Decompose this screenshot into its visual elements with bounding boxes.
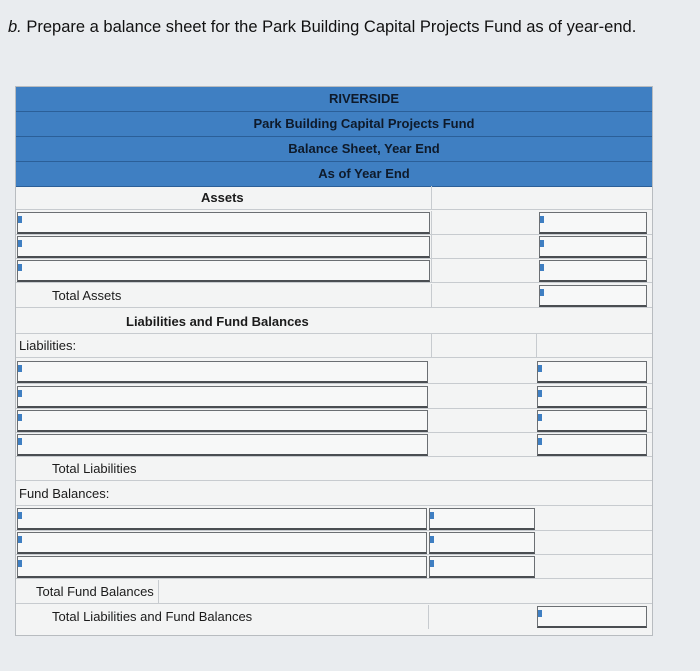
fund-balance-account-input-1[interactable]	[17, 508, 427, 530]
total-fund-balances-label: Total Fund Balances	[36, 584, 154, 599]
liability-row-1	[16, 360, 652, 384]
question-text: Prepare a balance sheet for the Park Building Capital Projects Fund as of year-end.	[26, 18, 637, 36]
fund-balance-amount-input-3[interactable]	[429, 556, 535, 578]
total-liab-fb-input[interactable]	[537, 606, 647, 628]
liability-row-4	[16, 433, 652, 457]
header-entity: RIVERSIDE	[16, 87, 652, 112]
liability-row-2	[16, 385, 652, 409]
asset-amount-input-1[interactable]	[539, 212, 647, 234]
liability-amount-input-2[interactable]	[537, 386, 647, 408]
liabilities-label-row	[16, 334, 652, 358]
total-liabilities-row	[16, 457, 652, 481]
total-assets-label: Total Assets	[52, 288, 122, 303]
liability-account-input-2[interactable]	[17, 386, 428, 408]
fund-balance-row-1	[16, 507, 652, 531]
liability-account-input-1[interactable]	[17, 361, 428, 383]
liability-amount-input-4[interactable]	[537, 434, 647, 456]
fund-balances-label-row	[16, 482, 652, 506]
asset-row-2	[16, 235, 652, 259]
liability-row-3	[16, 409, 652, 433]
question-label: b.	[8, 18, 22, 36]
asset-account-input-1[interactable]	[17, 212, 430, 234]
fund-balance-row-2	[16, 531, 652, 555]
question-prompt	[8, 18, 698, 37]
asset-amount-input-2[interactable]	[539, 236, 647, 258]
assets-heading: Assets	[201, 190, 244, 205]
asset-amount-input-3[interactable]	[539, 260, 647, 282]
asset-row-1	[16, 211, 652, 235]
total-liab-fb-label: Total Liabilities and Fund Balances	[52, 609, 253, 624]
asset-row-3	[16, 259, 652, 283]
liability-amount-input-1[interactable]	[537, 361, 647, 383]
fund-balance-row-3	[16, 555, 652, 579]
asset-account-input-3[interactable]	[17, 260, 430, 282]
fund-balance-amount-input-1[interactable]	[429, 508, 535, 530]
liab-fb-heading-row	[16, 310, 652, 334]
liability-account-input-4[interactable]	[17, 434, 428, 456]
total-fund-balances-row	[16, 580, 652, 604]
total-assets-row	[16, 284, 652, 308]
total-assets-input[interactable]	[539, 285, 647, 307]
total-liab-fb-row	[16, 605, 652, 629]
liability-amount-input-3[interactable]	[537, 410, 647, 432]
fund-balance-account-input-3[interactable]	[17, 556, 427, 578]
header-statement: Balance Sheet, Year End	[16, 137, 652, 162]
liability-account-input-3[interactable]	[17, 410, 428, 432]
fund-balance-account-input-2[interactable]	[17, 532, 427, 554]
assets-heading-row	[16, 186, 652, 210]
total-liabilities-label: Total Liabilities	[52, 461, 137, 476]
header-date: As of Year End	[16, 162, 652, 187]
header-fund: Park Building Capital Projects Fund	[16, 112, 652, 137]
fund-balance-amount-input-2[interactable]	[429, 532, 535, 554]
liabilities-label: Liabilities:	[19, 338, 77, 353]
asset-account-input-2[interactable]	[17, 236, 430, 258]
fund-balances-label: Fund Balances:	[19, 486, 110, 501]
liab-fb-heading: Liabilities and Fund Balances	[126, 314, 309, 329]
balance-sheet	[15, 86, 653, 636]
